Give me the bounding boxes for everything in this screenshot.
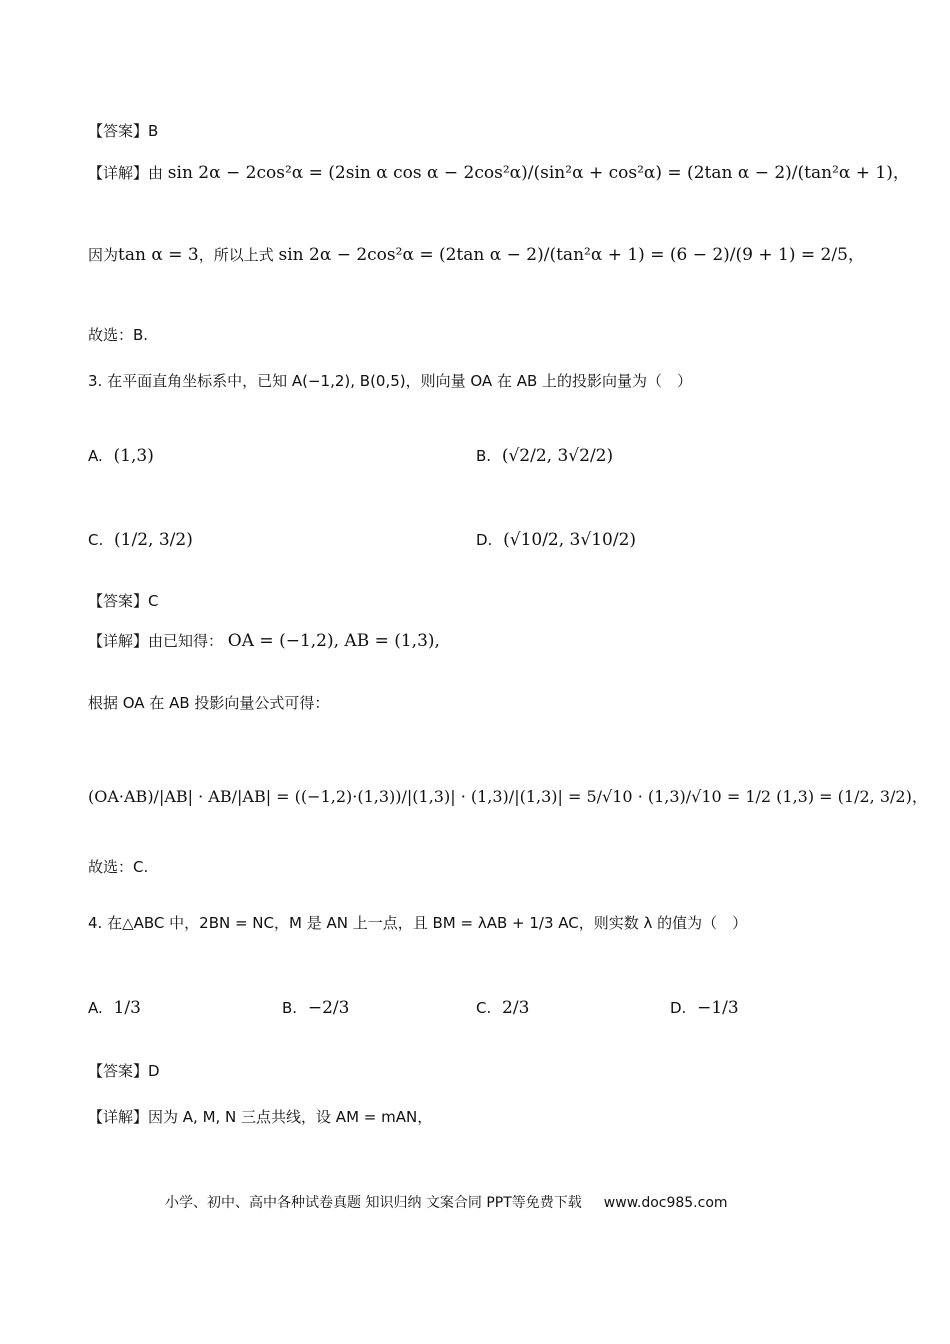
q4-answer: 【答案】D [88, 1062, 160, 1080]
q2-because-condition: tan α = 3 [118, 245, 199, 265]
q3-detail [88, 630, 440, 651]
q3-conclusion: 故选：C. [88, 858, 149, 876]
q4-option-d[interactable]: D. −1/3 [670, 998, 739, 1018]
q2-because [88, 240, 865, 265]
q2-detail-lead: 【详解】由 [88, 164, 164, 182]
q3-detail-lead: 【详解】由已知得： [88, 632, 224, 650]
q4-detail: 【详解】因为 A, M, N 三点共线，设 AM = mAN， [88, 1108, 433, 1126]
footer-text: 小学、初中、高中各种试卷真题 知识归纳 文案合同 PPT等免费下载 [165, 1195, 582, 1211]
q3-formula-line: 根据 OA 在 AB 投影向量公式可得： [88, 694, 330, 712]
q3-option-c[interactable]: C. (1/2, 3/2) [88, 530, 193, 550]
footer-url[interactable]: www.doc985.com [603, 1195, 728, 1211]
q3-detail-expr: OA = (−1,2), AB = (1,3), [227, 631, 440, 651]
q4-option-b[interactable]: B. −2/3 [282, 998, 350, 1018]
q4-stem: 4. 在△ABC 中，2BN = NC，M 是 AN 上一点，且 BM = λAB + 1/3 AC，则实数 λ 的值为（ ） [88, 914, 748, 932]
q2-conclusion: 故选：B. [88, 326, 149, 344]
q4-option-a[interactable]: A. 1/3 [88, 998, 141, 1018]
footer [165, 1192, 728, 1212]
q2-detail [88, 158, 910, 183]
q4-option-c[interactable]: C. 2/3 [476, 998, 530, 1018]
q2-because-mid: ，所以上式 [198, 246, 274, 264]
q3-stem: 3. 在平面直角坐标系中，已知 A(−1,2), B(0,5)，则向量 OA 在 AB 上的投影向量为（ ） [88, 372, 693, 390]
q3-option-a[interactable]: A. (1,3) [88, 446, 154, 466]
q2-detail-expr: sin 2α − 2cos²α = (2sin α cos α − 2cos²α)/(sin²α + cos²α) = (2tan α − 2)/(tan²α + 1)， [167, 163, 910, 183]
q2-answer: 【答案】B [88, 122, 159, 140]
q3-option-d[interactable]: D. (√10/2, 3√10/2) [476, 530, 637, 550]
q3-answer: 【答案】C [88, 592, 159, 610]
q2-because-expr: sin 2α − 2cos²α = (2tan α − 2)/(tan²α + 1) = (6 − 2)/(9 + 1) = 2/5， [278, 245, 865, 265]
q3-calc-expr: (OA·AB)/|AB| · AB/|AB| = ((−1,2)·(1,3))/|(1,3)| · (1,3)/|(1,3)| = 5/√10 · (1,3)/√10 = 1/2 (1,3) = (1/2, 3/2)， [88, 787, 928, 806]
q2-because-lead: 因为 [88, 246, 119, 264]
q3-option-b[interactable]: B. (√2/2, 3√2/2) [476, 446, 614, 466]
